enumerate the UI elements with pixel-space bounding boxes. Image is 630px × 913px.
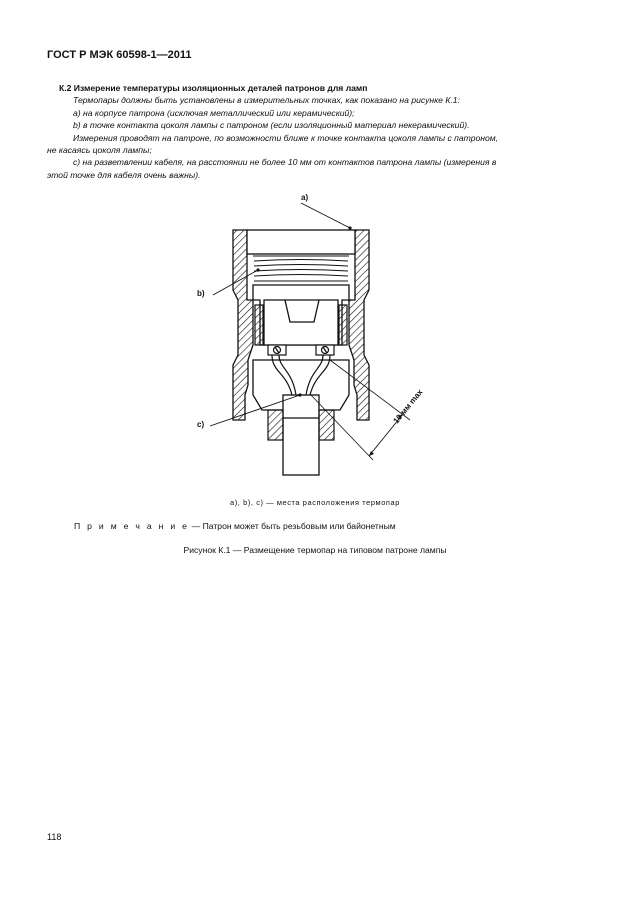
standard-header: ГОСТ Р МЭК 60598-1—2011 [47,49,192,61]
paragraph-line: Измерения проводят на патроне, по возможности ближе к точке контакта цоколя лампы с патроном, [73,132,499,143]
section-title: К.2 Измерение температуры изоляционных деталей патронов для ламп [59,83,368,93]
figure-caption: Рисунок К.1 — Размещение термопар на типовом патроне лампы [183,545,447,555]
cable-sleeve [283,395,319,475]
body-top-rim [247,230,355,254]
paragraph-line: Термопары должны быть установлены в измерительных точках, как показано на рисунке К.1: [73,95,460,106]
label-a: a) [301,193,309,202]
bushing-left [268,410,283,440]
bushing-right [319,410,334,440]
section-k2 [47,82,587,181]
list-item-a: а) на корпусе патрона (исключая металлический или керамический); [73,107,355,118]
list-item-b: b) в точке контакта цоколя лампы с патроном (если изоляционный материал некерамический). [73,120,470,131]
note-text: — Патрон может быть резьбовым или байонетным [189,521,396,531]
list-item-c: с) на разветвлении кабеля, на расстоянии не более 10 мм от контактов патрона лампы (измерения в [73,157,497,168]
paragraph-line: этой точке для кабеля очень важны). [47,169,201,180]
paragraph-line: не касаясь цоколя лампы; [47,145,152,156]
body-wall-left [233,230,253,420]
label-c: c) [197,420,205,429]
note-prefix: П р и м е ч а н и е [74,521,190,531]
contact-carrier-left [255,305,263,345]
thread [253,256,349,281]
dimension-label: 10 мм max [391,387,425,426]
note [74,521,396,531]
terminal-right [316,345,334,355]
lampholder-drawing [180,190,460,480]
page-number: 118 [47,832,62,842]
terminal-left [268,345,286,355]
figure-legend: а), b), c) — места расположения термопар [230,498,400,507]
label-b: b) [197,289,205,298]
contact-carrier-right [339,305,347,345]
leader-a [301,203,350,228]
body-wall-right [349,230,369,420]
